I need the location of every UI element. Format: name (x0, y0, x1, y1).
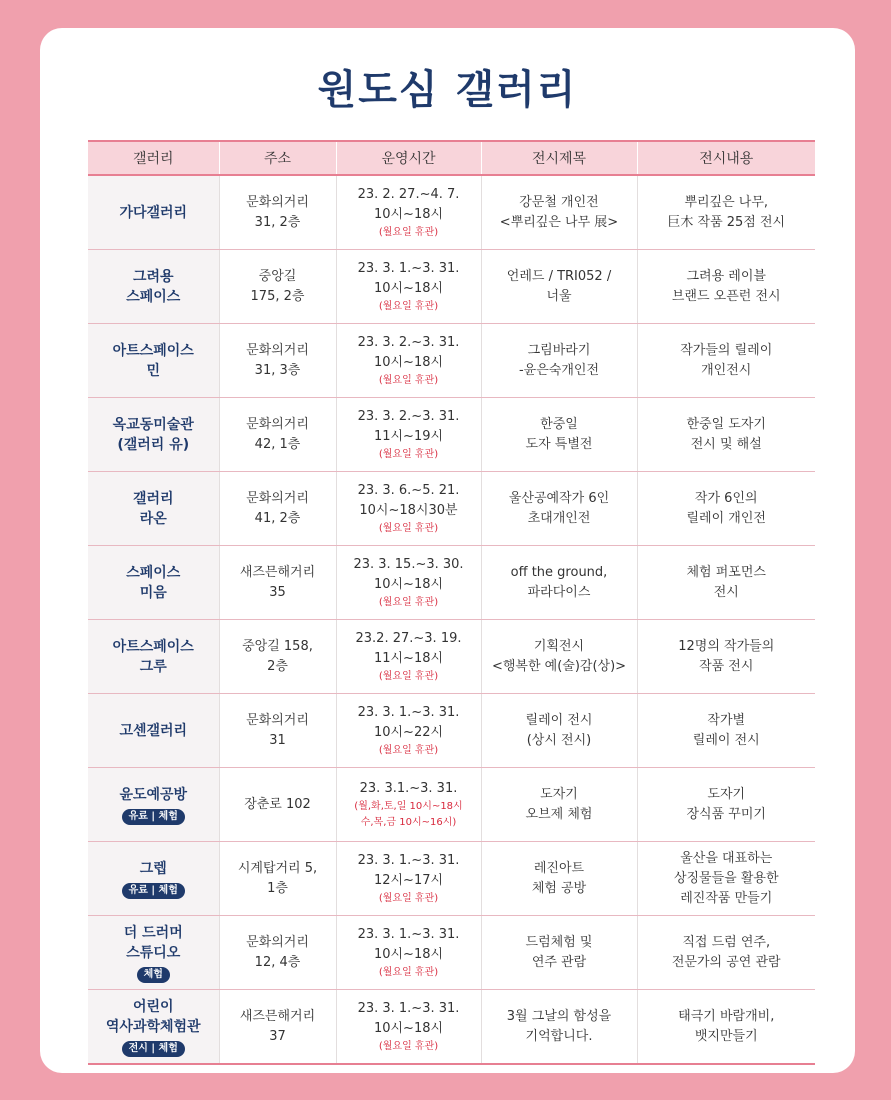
address-cell (219, 398, 336, 472)
gallery-name: 고센갤러리 (119, 722, 188, 739)
exhibit-content-cell (637, 250, 815, 324)
table-header-row (88, 141, 815, 175)
gallery-name-cell (88, 768, 219, 842)
exhibit-content-line: 작가들의 릴레이 (680, 342, 773, 358)
closed-day-note: (월요일 휴관) (378, 226, 439, 238)
gallery-name: 더 드러머 (123, 924, 183, 941)
hours-cell (336, 250, 481, 324)
exhibit-title-line: 체험 공방 (531, 880, 587, 896)
exhibit-title-line: 3월 그날의 함성을 (506, 1008, 612, 1024)
table-row (88, 694, 815, 768)
exhibit-content-cell (637, 324, 815, 398)
exhibit-title-line: 릴레이 전시 (525, 712, 593, 728)
address-line: 175, 2층 (250, 288, 305, 304)
fee-tag-badge: 유료 | 체험 (122, 809, 185, 825)
fee-tag-badge: 유료 | 체험 (122, 883, 185, 899)
gallery-name-cell (88, 990, 219, 1065)
closed-day-note: (월요일 휴관) (378, 522, 439, 534)
exhibit-content-line: 작가 6인의 (694, 490, 758, 506)
address-line: 문화의거리 (246, 712, 309, 728)
address-cell (219, 620, 336, 694)
exhibit-content-line: 릴레이 개인전 (686, 510, 766, 526)
exhibit-title-line: 파라다이스 (527, 584, 591, 600)
header-exhibit-title: 전시제목 (481, 141, 637, 175)
exhibit-content-line: 한중일 도자기 (686, 416, 766, 432)
exhibit-title-cell (481, 620, 637, 694)
gallery-name: 윤도예공방 (119, 786, 188, 803)
hours-line: 23. 3. 1.~3. 31. (357, 704, 460, 720)
table-row (88, 250, 815, 324)
exhibit-title-cell (481, 546, 637, 620)
address-line: 35 (269, 584, 286, 600)
exhibit-content-line: 전문가의 공연 관람 (671, 954, 781, 970)
address-cell (219, 175, 336, 250)
gallery-table (88, 140, 815, 1065)
address-line: 새즈믄해거리 (239, 564, 316, 580)
address-line: 중앙길 (258, 268, 297, 284)
exhibit-content-cell (637, 768, 815, 842)
header-gallery: 갤러리 (88, 141, 219, 175)
exhibit-content-line: 도자기 (707, 786, 746, 802)
closed-day-note: (월요일 휴관) (378, 670, 439, 682)
closed-day-note: (월요일 휴관) (378, 448, 439, 460)
hours-line: 10시~18시 (373, 206, 444, 222)
exhibit-content-cell (637, 916, 815, 990)
address-cell (219, 250, 336, 324)
address-line: 문화의거리 (246, 416, 309, 432)
exhibit-content-line: 전시 및 해설 (690, 436, 762, 452)
gallery-name-cell (88, 694, 219, 768)
closed-day-note: (월요일 휴관) (378, 892, 439, 904)
exhibit-title-line: 그림바라기 (527, 342, 591, 358)
gallery-name: 가다갤러리 (119, 204, 188, 221)
address-cell (219, 916, 336, 990)
exhibit-content-line: 장식품 꾸미기 (686, 806, 766, 822)
hours-line: 10시~22시 (373, 724, 444, 740)
exhibit-title-line: 강문철 개인전 (519, 194, 599, 210)
hours-line: 10시~18시30분 (359, 502, 458, 518)
table-row (88, 324, 815, 398)
exhibit-content-cell (637, 620, 815, 694)
exhibit-content-line: 12명의 작가들의 (678, 638, 775, 654)
gallery-name: 미음 (139, 584, 167, 601)
exhibit-content-line: 릴레이 전시 (692, 732, 760, 748)
exhibit-content-line: 체험 퍼포먼스 (686, 564, 766, 580)
address-cell (219, 324, 336, 398)
exhibit-title-line: 도자기 (540, 786, 578, 802)
hours-line: 23. 3. 1.~3. 31. (357, 260, 460, 276)
hours-line: 23. 3. 15.~3. 30. (353, 556, 464, 572)
address-line: 문화의거리 (246, 194, 309, 210)
gallery-name: 스페이스 (126, 288, 181, 305)
hours-line: 23. 3. 1.~3. 31. (357, 852, 460, 868)
address-line: 문화의거리 (246, 934, 309, 950)
table-row (88, 916, 815, 990)
hours-cell (336, 916, 481, 990)
closed-day-note: (월요일 휴관) (378, 744, 439, 756)
exhibit-content-line: 개인전시 (701, 362, 752, 378)
exhibit-title-line: 언레드 / TRI052 / (506, 268, 612, 284)
exhibit-content-line: 뿌리깊은 나무, (684, 194, 769, 210)
hours-line: 23. 3. 1.~3. 31. (357, 1000, 460, 1016)
address-line: 31, 3층 (254, 362, 301, 378)
header-address: 주소 (219, 141, 336, 175)
page-title: 원도심 갤러리 (317, 67, 578, 113)
hours-cell (336, 472, 481, 546)
hours-line: 10시~18시 (373, 1020, 444, 1036)
exhibit-title-line: 레진아트 (533, 860, 585, 876)
hours-line: 23.2. 27.~3. 19. (355, 630, 462, 646)
hours-line: 10시~18시 (373, 354, 444, 370)
hours-cell (336, 694, 481, 768)
table-row (88, 175, 815, 250)
exhibit-title-line: <뿌리깊은 나무 展> (499, 214, 619, 230)
hours-line: 23. 3.1.~3. 31. (359, 780, 458, 796)
gallery-name: 스페이스 (126, 564, 181, 581)
closed-day-note: (월요일 휴관) (378, 596, 439, 608)
address-line: 41, 2층 (254, 510, 301, 526)
table-row (88, 768, 815, 842)
hours-cell (336, 324, 481, 398)
exhibit-title-cell (481, 398, 637, 472)
hours-cell (336, 842, 481, 916)
gallery-name: 어린이 (132, 998, 174, 1015)
gallery-name: 그려용 (132, 268, 174, 285)
exhibit-title-line: -윤은숙개인전 (518, 362, 600, 378)
exhibit-content-line: 그려용 레이블 (686, 268, 766, 284)
hours-cell (336, 398, 481, 472)
exhibit-title-line: 너울 (546, 288, 572, 304)
gallery-name: 옥교동미술관 (112, 416, 194, 433)
hours-cell (336, 620, 481, 694)
address-line: 37 (269, 1028, 286, 1044)
gallery-name-cell (88, 546, 219, 620)
address-line: 12, 4층 (254, 954, 301, 970)
exhibit-content-line: 작품 전시 (699, 658, 754, 674)
hours-line: 23. 3. 1.~3. 31. (357, 926, 460, 942)
address-cell (219, 546, 336, 620)
address-cell (219, 768, 336, 842)
exhibit-title-line: 초대개인전 (527, 510, 591, 526)
table-row (88, 472, 815, 546)
exhibit-title-line: off the ground, (510, 564, 608, 580)
exhibit-content-cell (637, 175, 815, 250)
address-line: 문화의거리 (246, 342, 309, 358)
table-row (88, 546, 815, 620)
exhibit-title-cell (481, 324, 637, 398)
address-line: 31 (269, 732, 286, 748)
hours-line: 23. 2. 27.~4. 7. (357, 186, 460, 202)
hours-line: 10시~18시 (373, 576, 444, 592)
exhibit-content-cell (637, 842, 815, 916)
exhibit-title-line: 오브제 체험 (525, 806, 593, 822)
exhibit-content-line: 작가별 (707, 712, 746, 728)
closed-day-note: (월요일 휴관) (378, 966, 439, 978)
gallery-card (40, 28, 855, 1073)
exhibit-title-line: (상시 전시) (526, 732, 592, 748)
exhibit-title-cell (481, 250, 637, 324)
closed-day-note: (월요일 휴관) (378, 1040, 439, 1052)
gallery-name-cell (88, 398, 219, 472)
exhibit-title-line: 연주 관람 (531, 954, 587, 970)
header-hours: 운영시간 (336, 141, 481, 175)
exhibit-content-line: 전시 (713, 584, 739, 600)
table-row (88, 842, 815, 916)
gallery-name: 아트스페이스 (112, 638, 194, 655)
exhibit-title-line: 한중일 (540, 416, 578, 432)
hours-line: 11시~19시 (373, 428, 444, 444)
exhibit-content-line: 상징물들을 활용한 (673, 870, 779, 886)
gallery-name: 민 (146, 362, 161, 379)
exhibit-content-cell (637, 546, 815, 620)
hours-cell (336, 768, 481, 842)
gallery-name: 역사과학체험관 (105, 1018, 201, 1035)
gallery-name-cell (88, 324, 219, 398)
fee-tag-badge: 체험 (137, 967, 170, 983)
exhibit-title-cell (481, 842, 637, 916)
exhibit-content-line: 울산을 대표하는 (680, 850, 773, 866)
exhibit-content-cell (637, 398, 815, 472)
gallery-name-cell (88, 175, 219, 250)
exhibit-title-cell (481, 768, 637, 842)
gallery-name: 그렙 (139, 860, 167, 877)
exhibit-content-line: 태극기 바람개비, (678, 1008, 775, 1024)
gallery-name: 아트스페이스 (112, 342, 194, 359)
exhibit-title-cell (481, 472, 637, 546)
address-line: 31, 2층 (254, 214, 301, 230)
exhibit-title-line: 기획전시 (533, 638, 585, 654)
gallery-name: 그루 (139, 658, 167, 675)
table-row (88, 990, 815, 1065)
hours-line: 10시~18시 (373, 946, 444, 962)
closed-day-note: (월,화,토,일 10시~18시 (354, 800, 463, 812)
fee-tag-badge: 전시 | 체험 (122, 1041, 185, 1057)
exhibit-content-line: 巨木 작품 25점 전시 (667, 214, 786, 230)
address-line: 장춘로 102 (244, 796, 311, 812)
header-exhibit-content: 전시내용 (637, 141, 815, 175)
exhibit-content-line: 뱃지만들기 (694, 1028, 758, 1044)
hours-line: 23. 3. 6.~5. 21. (357, 482, 460, 498)
address-line: 새즈믄해거리 (239, 1008, 316, 1024)
address-line: 42, 1층 (254, 436, 301, 452)
gallery-name: 갤러리 (132, 490, 174, 507)
hours-cell (336, 546, 481, 620)
gallery-name-cell (88, 620, 219, 694)
exhibit-title-cell (481, 916, 637, 990)
closed-day-note: (월요일 휴관) (378, 300, 439, 312)
gallery-name-cell (88, 472, 219, 546)
exhibit-title-line: <행복한 예(술)감(상)> (491, 658, 627, 674)
exhibit-content-cell (637, 694, 815, 768)
hours-cell (336, 990, 481, 1065)
exhibit-content-cell (637, 472, 815, 546)
gallery-name: 스튜디오 (126, 944, 181, 961)
exhibit-content-line: 직접 드럼 연주, (682, 934, 771, 950)
exhibit-title-line: 도자 특별전 (525, 436, 593, 452)
hours-line: 12시~17시 (373, 872, 444, 888)
address-cell (219, 990, 336, 1065)
exhibit-title-line: 드럼체험 및 (525, 934, 593, 950)
closed-day-note: 수,목,금 10시~16시) (360, 816, 457, 828)
hours-cell (336, 175, 481, 250)
address-line: 2층 (267, 658, 288, 674)
exhibit-title-line: 기억합니다. (525, 1028, 593, 1044)
gallery-name-cell (88, 916, 219, 990)
table-row (88, 620, 815, 694)
exhibit-title-cell (481, 694, 637, 768)
exhibit-content-line: 브랜드 오픈런 전시 (671, 288, 781, 304)
address-cell (219, 472, 336, 546)
exhibit-title-cell (481, 990, 637, 1065)
gallery-name-cell (88, 250, 219, 324)
address-line: 문화의거리 (246, 490, 309, 506)
hours-line: 11시~18시 (373, 650, 444, 666)
address-line: 시계탑거리 5, (237, 860, 318, 876)
hours-line: 23. 3. 2.~3. 31. (357, 334, 460, 350)
address-line: 1층 (267, 880, 288, 896)
address-cell (219, 842, 336, 916)
gallery-name-cell (88, 842, 219, 916)
exhibit-content-line: 레진작품 만들기 (680, 890, 773, 906)
address-line: 중앙길 158, (242, 638, 313, 654)
exhibit-title-cell (481, 175, 637, 250)
closed-day-note: (월요일 휴관) (378, 374, 439, 386)
exhibit-title-line: 울산공예작가 6인 (508, 490, 610, 506)
gallery-name: (갤러리 유) (117, 436, 190, 453)
address-cell (219, 694, 336, 768)
hours-line: 10시~18시 (373, 280, 444, 296)
exhibit-content-cell (637, 990, 815, 1065)
hours-line: 23. 3. 2.~3. 31. (357, 408, 460, 424)
table-row (88, 398, 815, 472)
gallery-name: 라온 (139, 510, 167, 527)
